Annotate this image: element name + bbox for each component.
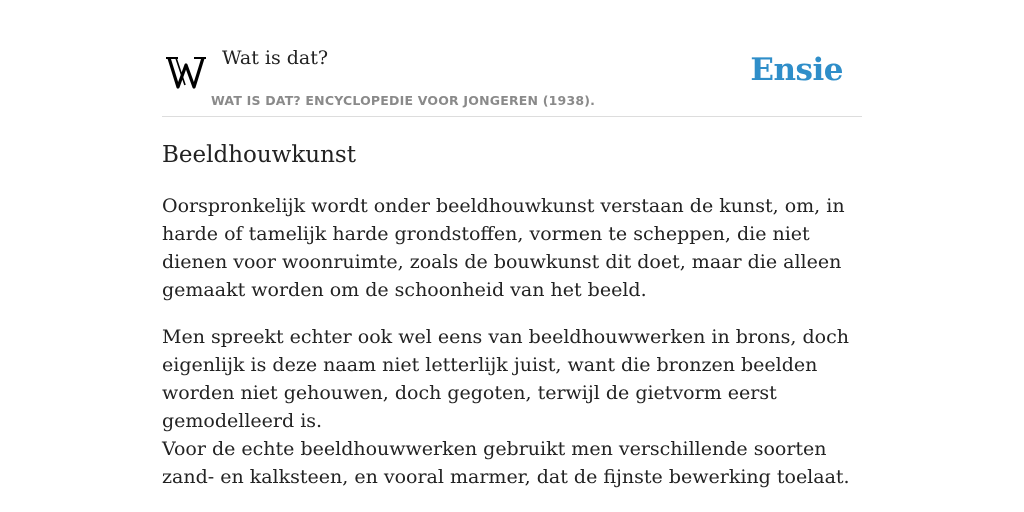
article-title: Beeldhouwkunst: [162, 142, 356, 168]
wikipedia-w-icon[interactable]: [164, 49, 208, 93]
page-container: [162, 0, 862, 512]
ensie-brand-logo[interactable]: Ensie: [750, 52, 843, 88]
site-title[interactable]: Wat is dat?: [222, 47, 329, 69]
site-header: [162, 0, 862, 117]
article-paragraph-2: Men spreekt echter ook wel eens van beeldhouwwerken in brons, doch eigenlijk is deze naam niet letterlijk juist, want die bronzen beelden worden niet gehouwen, doch gegoten, terwijl de gietvorm eerst gemodelleerd is.: [162, 326, 849, 432]
article-paragraph-3: Voor de echte beeldhouwwerken gebruikt men verschillende soorten zand- en kalksteen, en vooral marmer, dat de fijnste bewerking toelaat.: [162, 438, 850, 488]
article-paragraph-1: Oorspronkelijk wordt onder beeldhouwkunst verstaan de kunst, om, in harde of tamelijk harde grondstoffen, vormen te scheppen, die niet dienen voor woonruimte, zoals de bouwkunst dit doet, maar die alleen gemaakt worden om de schoonheid van het beeld.: [162, 195, 845, 301]
site-subtitle: WAT IS DAT? ENCYCLOPEDIE VOOR JONGEREN (1938).: [211, 93, 596, 108]
wikipedia-w-glyph: [164, 49, 208, 93]
